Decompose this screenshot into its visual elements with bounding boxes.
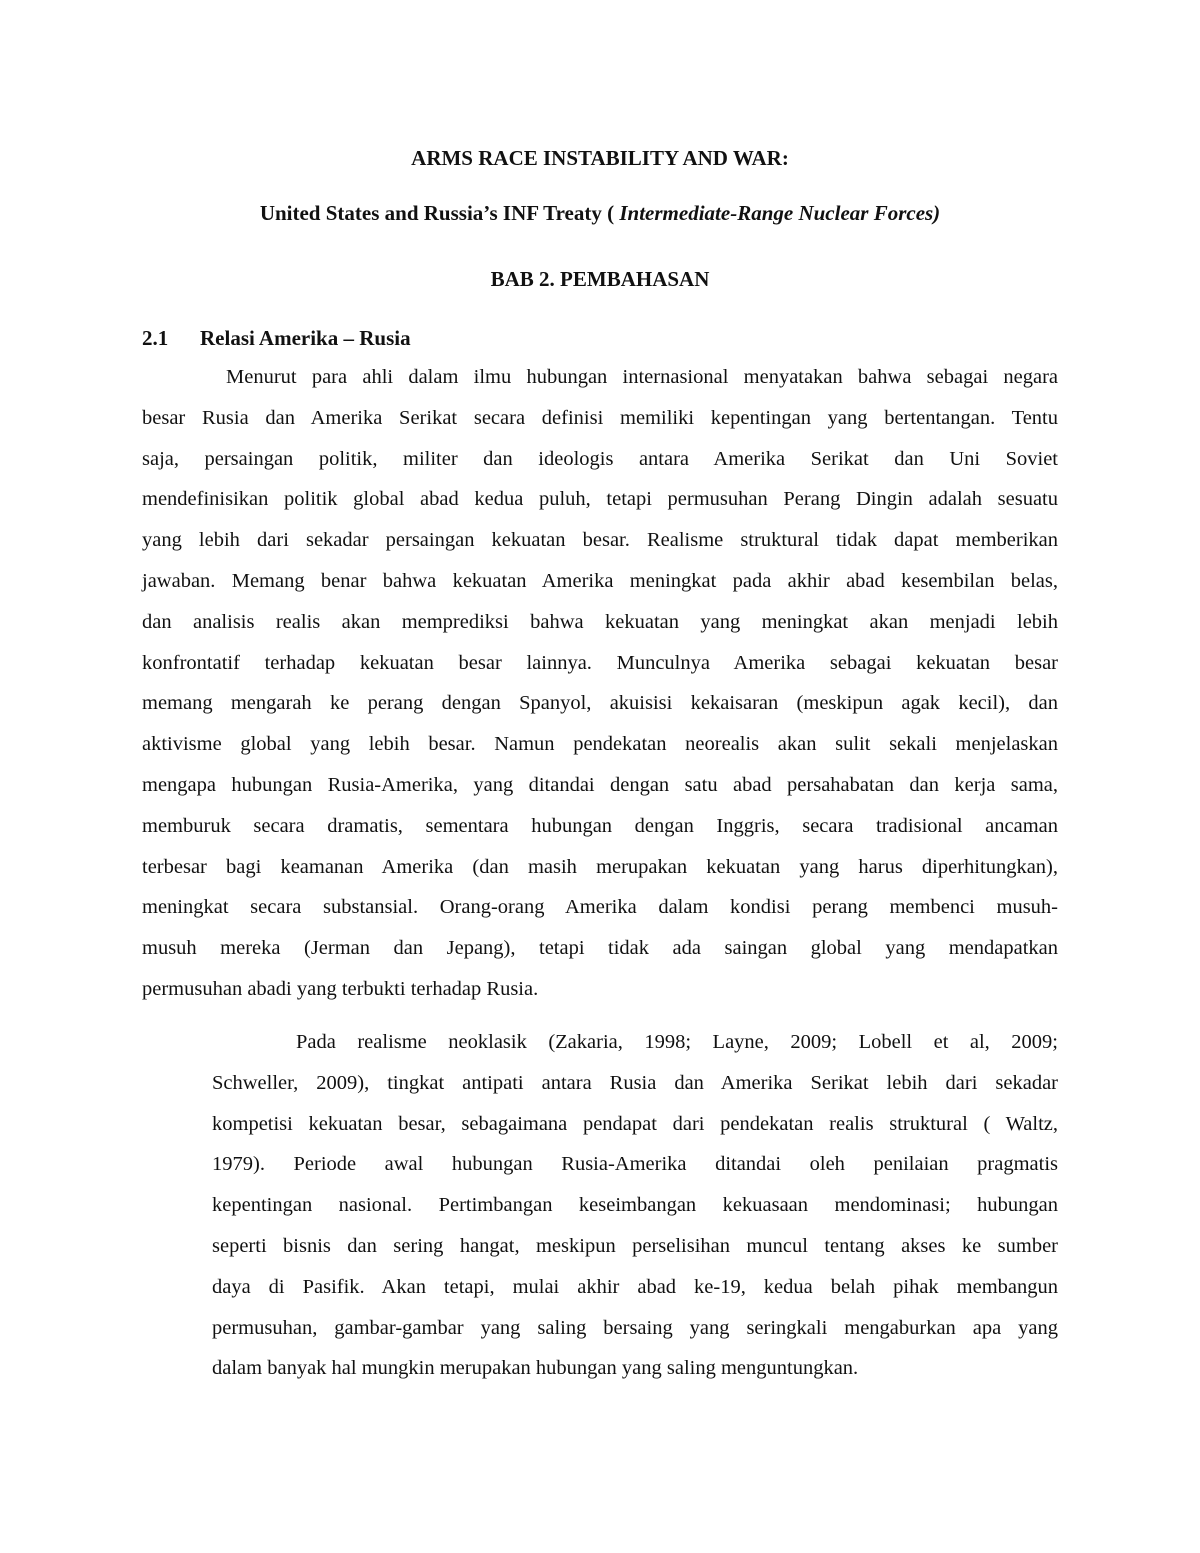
section-heading: [142, 325, 411, 351]
paragraph-line: permusuhan, gambar-gambar yang saling bersaing yang seringkali mengaburkan apa yang: [212, 1316, 1058, 1339]
section-title: Relasi Amerika – Rusia: [200, 326, 411, 350]
paragraph-line: dalam banyak hal mungkin merupakan hubungan yang saling menguntungkan.: [212, 1357, 859, 1380]
paragraph-line: permusuhan abadi yang terbukti terhadap Rusia.: [142, 977, 539, 1000]
paragraph-line: memang mengarah ke perang dengan Spanyol, akuisisi kekaisaran (meskipun agak kecil), dan: [142, 692, 1058, 715]
paragraph-line: dan analisis realis akan memprediksi bahwa kekuatan yang meningkat akan menjadi lebih: [142, 610, 1058, 633]
paragraph-line: Schweller, 2009), tingkat antipati antara Rusia dan Amerika Serikat lebih dari sekadar: [212, 1071, 1058, 1094]
paragraph-line: aktivisme global yang lebih besar. Namun pendekatan neorealis akan sulit sekali menjelaskan: [142, 733, 1058, 756]
paragraph-line: mendefinisikan politik global abad kedua puluh, tetapi permusuhan Perang Dingin adalah sesuatu: [142, 488, 1058, 511]
document-title: ARMS RACE INSTABILITY AND WAR:: [411, 146, 789, 170]
paragraph-line: memburuk secara dramatis, sementara hubungan dengan Inggris, secara tradisional ancaman: [142, 814, 1058, 837]
paragraph-line: seperti bisnis dan sering hangat, meskipun perselisihan muncul tentang akses ke sumber: [212, 1234, 1058, 1257]
paragraph-line: meningkat secara substansial. Orang-orang Amerika dalam kondisi perang membenci musuh-: [142, 896, 1058, 919]
chapter-heading: BAB 2. PEMBAHASAN: [490, 267, 710, 291]
paragraph-line: konfrontatif terhadap kekuatan besar lainnya. Munculnya Amerika sebagai kekuatan besar: [142, 651, 1058, 674]
paragraph-line: kompetisi kekuatan besar, sebagaimana pendapat dari pendekatan realis struktural ( Waltz,: [212, 1112, 1058, 1135]
paragraph-line: besar Rusia dan Amerika Serikat secara definisi memiliki kepentingan yang bertentangan. Tentu: [142, 406, 1058, 429]
paragraph-line: yang lebih dari sekadar persaingan kekuatan besar. Realisme struktural tidak dapat memberikan: [142, 529, 1058, 552]
paragraph-line: daya di Pasifik. Akan tetapi, mulai akhir abad ke-19, kedua belah pihak membangun: [212, 1275, 1058, 1298]
paragraph-line: kepentingan nasional. Pertimbangan keseimbangan kekuasaan mendominasi; hubungan: [212, 1194, 1058, 1217]
section-number: 2.1: [142, 326, 169, 350]
subtitle-text: United States and Russia’s INF Treaty (: [259, 201, 620, 225]
paragraph-line: terbesar bagi keamanan Amerika (dan masih merupakan kekuatan yang harus diperhitungkan),: [142, 855, 1058, 878]
paragraph-line: jawaban. Memang benar bahwa kekuatan Amerika meningkat pada akhir abad kesembilan belas,: [142, 569, 1058, 592]
paragraph-line: 1979). Periode awal hubungan Rusia-Amerika ditandai oleh penilaian pragmatis: [212, 1153, 1058, 1176]
paragraph-line: saja, persaingan politik, militer dan ideologis antara Amerika Serikat dan Uni Soviet: [142, 447, 1058, 470]
subtitle-italic-text: Intermediate-Range Nuclear Forces): [619, 201, 941, 225]
document-subtitle: [0, 200, 1200, 226]
paragraph-line: musuh mereka (Jerman dan Jepang), tetapi tidak ada saingan global yang mendapatkan: [142, 937, 1058, 960]
paragraph-1: [142, 357, 1058, 1010]
paragraph-2: [212, 1022, 1058, 1389]
paragraph-line: mengapa hubungan Rusia-Amerika, yang ditandai dengan satu abad persahabatan dan kerja sama,: [142, 773, 1058, 796]
paragraph-line: Menurut para ahli dalam ilmu hubungan internasional menyatakan bahwa sebagai negara: [226, 366, 1058, 388]
paragraph-line: Pada realisme neoklasik (Zakaria, 1998; Layne, 2009; Lobell et al, 2009;: [296, 1031, 1058, 1053]
